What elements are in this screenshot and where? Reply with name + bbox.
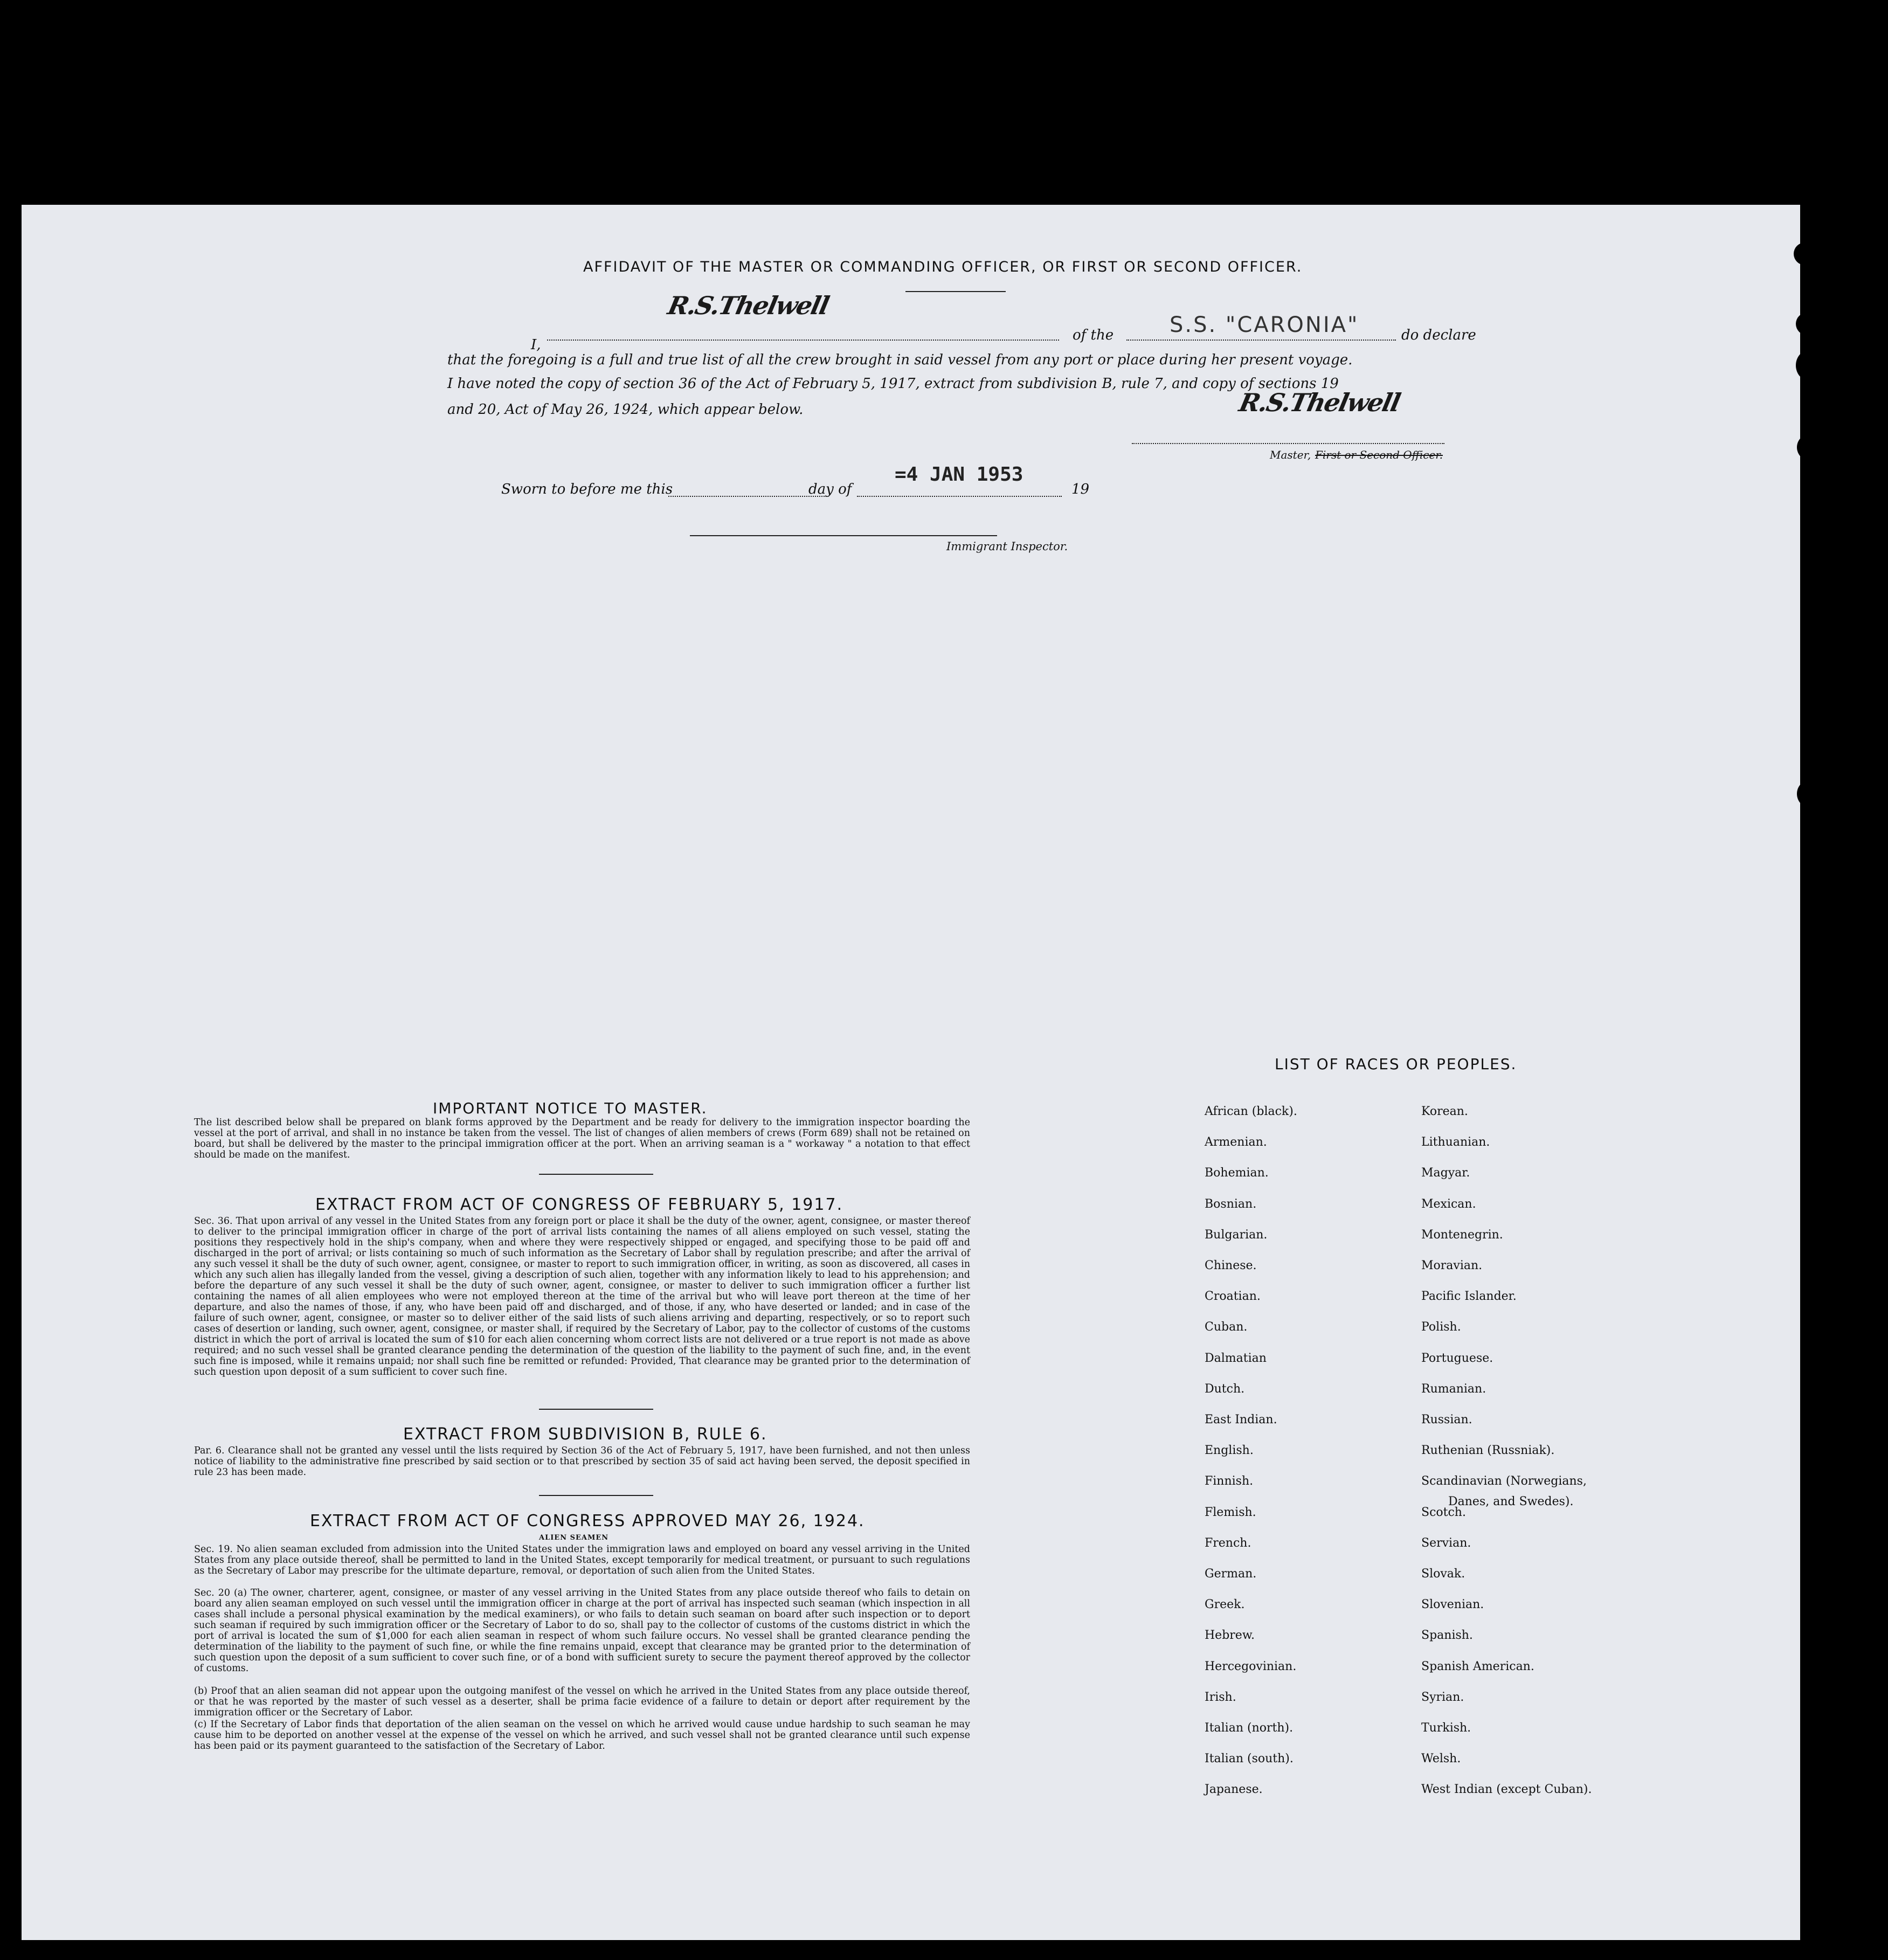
declaration-line-4: and 20, Act of May 26, 1924, which appear below. bbox=[447, 401, 804, 418]
race-item: Montenegrin. bbox=[1421, 1228, 1503, 1242]
race-item: Italian (south). bbox=[1205, 1752, 1294, 1766]
race-item: Armenian. bbox=[1205, 1135, 1267, 1149]
extract-1917-divider bbox=[539, 1409, 653, 1410]
day-fill-line bbox=[668, 496, 825, 497]
alien-seamen-subtitle: ALIEN SEAMEN bbox=[539, 1534, 609, 1542]
race-item: African (black). bbox=[1205, 1105, 1297, 1118]
punch-hole bbox=[1827, 1609, 1852, 1637]
master-signature: R.S.Thelwell bbox=[1236, 388, 1402, 417]
race-item: Chinese. bbox=[1205, 1259, 1257, 1272]
race-item: Scotch. bbox=[1421, 1505, 1466, 1519]
race-item: Greek. bbox=[1205, 1598, 1245, 1612]
sec-19-text: Sec. 19. No alien seaman excluded from admission into the United States under the immigration laws and employed on board any vessel arriving in the United States from any place outside thereof, shall be permitted to land in the United States, except temporarily for medical treatment, or pursuant to such regulations as the Secretary of Labor may prescribe for the ultimate departure, removal, or deportation of such alien from the United States. bbox=[194, 1544, 970, 1576]
do-declare: do declare bbox=[1401, 327, 1476, 343]
i-label: I, bbox=[531, 337, 541, 353]
rule-6-text: Par. 6. Clearance shall not be granted any vessel until the lists required by Section 36 of the Act of February 5, 1917, have been furnished, and not then unless notice of liability to the administrative fine prescribed by said section or to that prescribed by section 35 of said act having been served, the deposit specified in rule 23 has been made. bbox=[194, 1445, 970, 1478]
race-item: Polish. bbox=[1421, 1320, 1461, 1334]
race-item: Slovak. bbox=[1421, 1567, 1465, 1581]
declaration-line-3: I have noted the copy of section 36 of the Act of February 5, 1917, extract from subdivision B, rule 7, and copy of sections 19 bbox=[447, 376, 1339, 392]
punch-hole bbox=[1797, 434, 1824, 461]
race-item-scandinavian-cont: Danes, and Swedes). bbox=[1448, 1495, 1574, 1508]
race-item: Lithuanian. bbox=[1421, 1135, 1490, 1149]
race-item: Servian. bbox=[1421, 1536, 1471, 1550]
race-item: Flemish. bbox=[1205, 1505, 1256, 1519]
extract-1917-text: Sec. 36. That upon arrival of any vessel in the United States from any foreign port or place it shall be the duty of the owner, agent, consignee, or master thereof to deliver to the principal immigration officer in charge of the port of arrival lists containing the names of all aliens employed on such vessel, stating the positions they respectively hold in the ship's company, when and where they were respectively shipped or engaged, and specifying those to be paid off and discharged in the port of arrival; or lists containing so much of such information as the Secretary of Labor shall by regulation prescribe; and after the arrival of any such vessel it shall be the duty of such owner, agent, consignee, or master to report to such immigration officer, in writing, as soon as discovered, all cases in which any such alien has illegally landed from the vessel, giving a description of such alien, together with any information likely to lead to his apprehension; and before the departure of any such vessel it shall be the duty of such owner, agent, consignee, or master to deliver to such immigration officer a further list containing the names of all alien employees who were not employed thereon at the time of the arrival but who will leave port thereon at the time of her departure, and also the names of those, if any, who have been paid off and discharged, and of those, if any, who have deserted or landed; and in case of the failure of such owner, agent, consignee, or master so to deliver either of the said lists of such aliens arriving and departing, respectively, or so to report such cases of desertion or landing, such owner, agent, consignee, or master shall, if required by the Secretary of Labor, pay to the collector of customs of the customs district in which the port of arrival is located the sum of $10 for each alien concerning whom correct lists are not delivered or a true report is not made as above required; and no such vessel shall be granted clearance pending the determination of the question of the liability to the payment of such fine, and, in the event such fine is imposed, while it remains unpaid; nor shall such fine be remitted or refunded: Provided, That clearance may be granted prior to the determination of such question upon deposit of a sum sufficient to cover such fine. bbox=[194, 1216, 970, 1377]
punch-hole bbox=[1796, 350, 1822, 380]
notice-divider bbox=[539, 1174, 653, 1175]
race-item: Croatian. bbox=[1205, 1290, 1261, 1304]
race-item: Dutch. bbox=[1205, 1382, 1245, 1396]
race-item: Italian (north). bbox=[1205, 1721, 1294, 1735]
inspector-label: Immigrant Inspector. bbox=[946, 540, 1068, 553]
race-item: Hebrew. bbox=[1205, 1629, 1255, 1643]
race-item: Dalmatian bbox=[1205, 1351, 1267, 1365]
race-item: Bohemian. bbox=[1205, 1166, 1269, 1180]
sec-20b-text: (b) Proof that an alien seaman did not appear upon the outgoing manifest of the vessel on which he arrived in the United States from any place outside thereof, or that he was reported by the master of such vessel as a deserter, shall be prima facie evidence of a failure to detain or deport after requirement by the immigration officer or the Secretary of Labor. bbox=[194, 1686, 970, 1718]
punch-hole bbox=[1829, 1692, 1854, 1720]
race-item: Rumanian. bbox=[1421, 1382, 1486, 1396]
extract-1924-title: EXTRACT FROM ACT OF CONGRESS APPROVED MAY 26, 1924. bbox=[310, 1512, 865, 1530]
title-underline bbox=[905, 291, 1006, 292]
race-item: Bulgarian. bbox=[1205, 1228, 1268, 1242]
year-label: 19 bbox=[1071, 481, 1090, 497]
punch-hole bbox=[1796, 313, 1818, 335]
month-fill-line bbox=[857, 496, 1062, 497]
master-sign-line bbox=[1132, 443, 1444, 444]
punch-hole bbox=[1821, 1269, 1848, 1300]
race-item: French. bbox=[1205, 1536, 1251, 1550]
race-item: Welsh. bbox=[1421, 1752, 1461, 1766]
race-item: Slovenian. bbox=[1421, 1598, 1484, 1612]
race-item: East Indian. bbox=[1205, 1413, 1277, 1426]
extract-1917-title: EXTRACT FROM ACT OF CONGRESS OF FEBRUARY 5, 1917. bbox=[315, 1195, 843, 1214]
sec-20c-text: (c) If the Secretary of Labor finds that deportation of the alien seaman on the vessel on which he arrived would cause undue hardship to such seaman he may cause him to be deported on another vessel at the expense of the vessel on which he arrived, and such vessel shall not be granted clearance until such expense has been paid or its payment guaranteed to the satisfaction of the Secretary of Labor. bbox=[194, 1719, 970, 1751]
race-item: Moravian. bbox=[1421, 1259, 1483, 1272]
race-item: Russian. bbox=[1421, 1413, 1472, 1426]
race-item: English. bbox=[1205, 1444, 1254, 1458]
race-item: Syrian. bbox=[1421, 1690, 1464, 1704]
race-item: Scandinavian (Norwegians, bbox=[1421, 1474, 1587, 1488]
rule-6-title: EXTRACT FROM SUBDIVISION B, RULE 6. bbox=[403, 1425, 767, 1444]
race-item: German. bbox=[1205, 1567, 1257, 1581]
race-item: Irish. bbox=[1205, 1690, 1236, 1704]
sec-20a-text: Sec. 20 (a) The owner, charterer, agent, consignee, or master of any vessel arriving in the United States from any place outside thereof who fails to detain on board any alien seaman employed on such vessel until the immigration officer in charge at the port of arrival has inspected such seaman (which inspection in all cases shall include a personal physical examination by the medical examiners), or who fails to detain such seaman on board after such inspection or to deport such seaman if required by such immigration officer or the Secretary of Labor to do so, shall pay to the collector of customs of the customs district in which the port of arrival is located the sum of $1,000 for each alien seaman in respect of whom such failure occurs. No vessel shall be granted clearance pending the determination of the liability to the payment of such fine, or while the fine remains unpaid, except that clearance may be granted prior to the determination of such question upon the deposit of a sum sufficient to cover such fine, or of a bond with sufficient surety to secure the payment thereof approved by the collector of customs. bbox=[194, 1588, 970, 1674]
master-struck-title: First or Second Officer. bbox=[1315, 448, 1443, 461]
vessel-fill-line bbox=[1126, 340, 1396, 341]
affidavit-title: AFFIDAVIT OF THE MASTER OR COMMANDING OFFICER, OR FIRST OR SECOND OFFICER. bbox=[583, 259, 1303, 275]
race-item: Spanish American. bbox=[1421, 1659, 1534, 1673]
day-of-label: day of bbox=[808, 481, 852, 497]
punch-hole bbox=[1824, 1352, 1851, 1383]
punch-hole bbox=[1824, 1415, 1851, 1446]
race-item: Portuguese. bbox=[1421, 1351, 1493, 1365]
sworn-label: Sworn to before me this bbox=[501, 481, 673, 497]
race-item: Spanish. bbox=[1421, 1629, 1473, 1643]
race-item: Finnish. bbox=[1205, 1474, 1254, 1488]
name-fill-line bbox=[547, 340, 1059, 341]
punch-hole bbox=[1800, 691, 1826, 719]
rule-6-divider bbox=[539, 1495, 653, 1496]
signature: R.S.Thelwell bbox=[665, 291, 831, 320]
race-item: Cuban. bbox=[1205, 1320, 1248, 1334]
document-page bbox=[22, 205, 1800, 1940]
punch-hole bbox=[1797, 780, 1822, 807]
notice-text: The list described below shall be prepared on blank forms approved by the Department and be ready for delivery to the immigration inspector boarding the vessel at the port of arrival, and shall in no instance be taken from the vessel. The list of changes of alien members of crews (Form 689) shall not be retained on board, but shall be delivered by the master to the principal immigration officer at the port. When an arriving seaman is a " workaway " a notation to that effect should be made on the manifest. bbox=[194, 1117, 970, 1160]
race-item: Pacific Islander. bbox=[1421, 1290, 1517, 1304]
inspector-sign-line bbox=[690, 535, 997, 536]
race-item: Hercegovinian. bbox=[1205, 1659, 1297, 1673]
races-title: LIST OF RACES OR PEOPLES. bbox=[1275, 1055, 1517, 1073]
notice-title: IMPORTANT NOTICE TO MASTER. bbox=[433, 1099, 708, 1117]
race-item: Japanese. bbox=[1205, 1783, 1263, 1797]
race-item: Magyar. bbox=[1421, 1166, 1470, 1180]
race-item: Bosnian. bbox=[1205, 1197, 1257, 1211]
of-the-label: of the bbox=[1073, 327, 1114, 343]
declaration-line-2: that the foregoing is a full and true list of all the crew brought in said vessel from any port or place during her present voyage. bbox=[447, 352, 1353, 368]
race-item: Turkish. bbox=[1421, 1721, 1471, 1735]
master-label: Master, bbox=[1270, 448, 1311, 461]
race-item: West Indian (except Cuban). bbox=[1421, 1783, 1592, 1797]
vessel-name: S.S. "CARONIA" bbox=[1170, 313, 1359, 337]
punch-hole bbox=[1794, 243, 1816, 265]
date-stamp: =4 JAN 1953 bbox=[895, 463, 1023, 486]
race-item: Korean. bbox=[1421, 1105, 1468, 1118]
race-item: Mexican. bbox=[1421, 1197, 1476, 1211]
race-item: Ruthenian (Russniak). bbox=[1421, 1444, 1555, 1458]
